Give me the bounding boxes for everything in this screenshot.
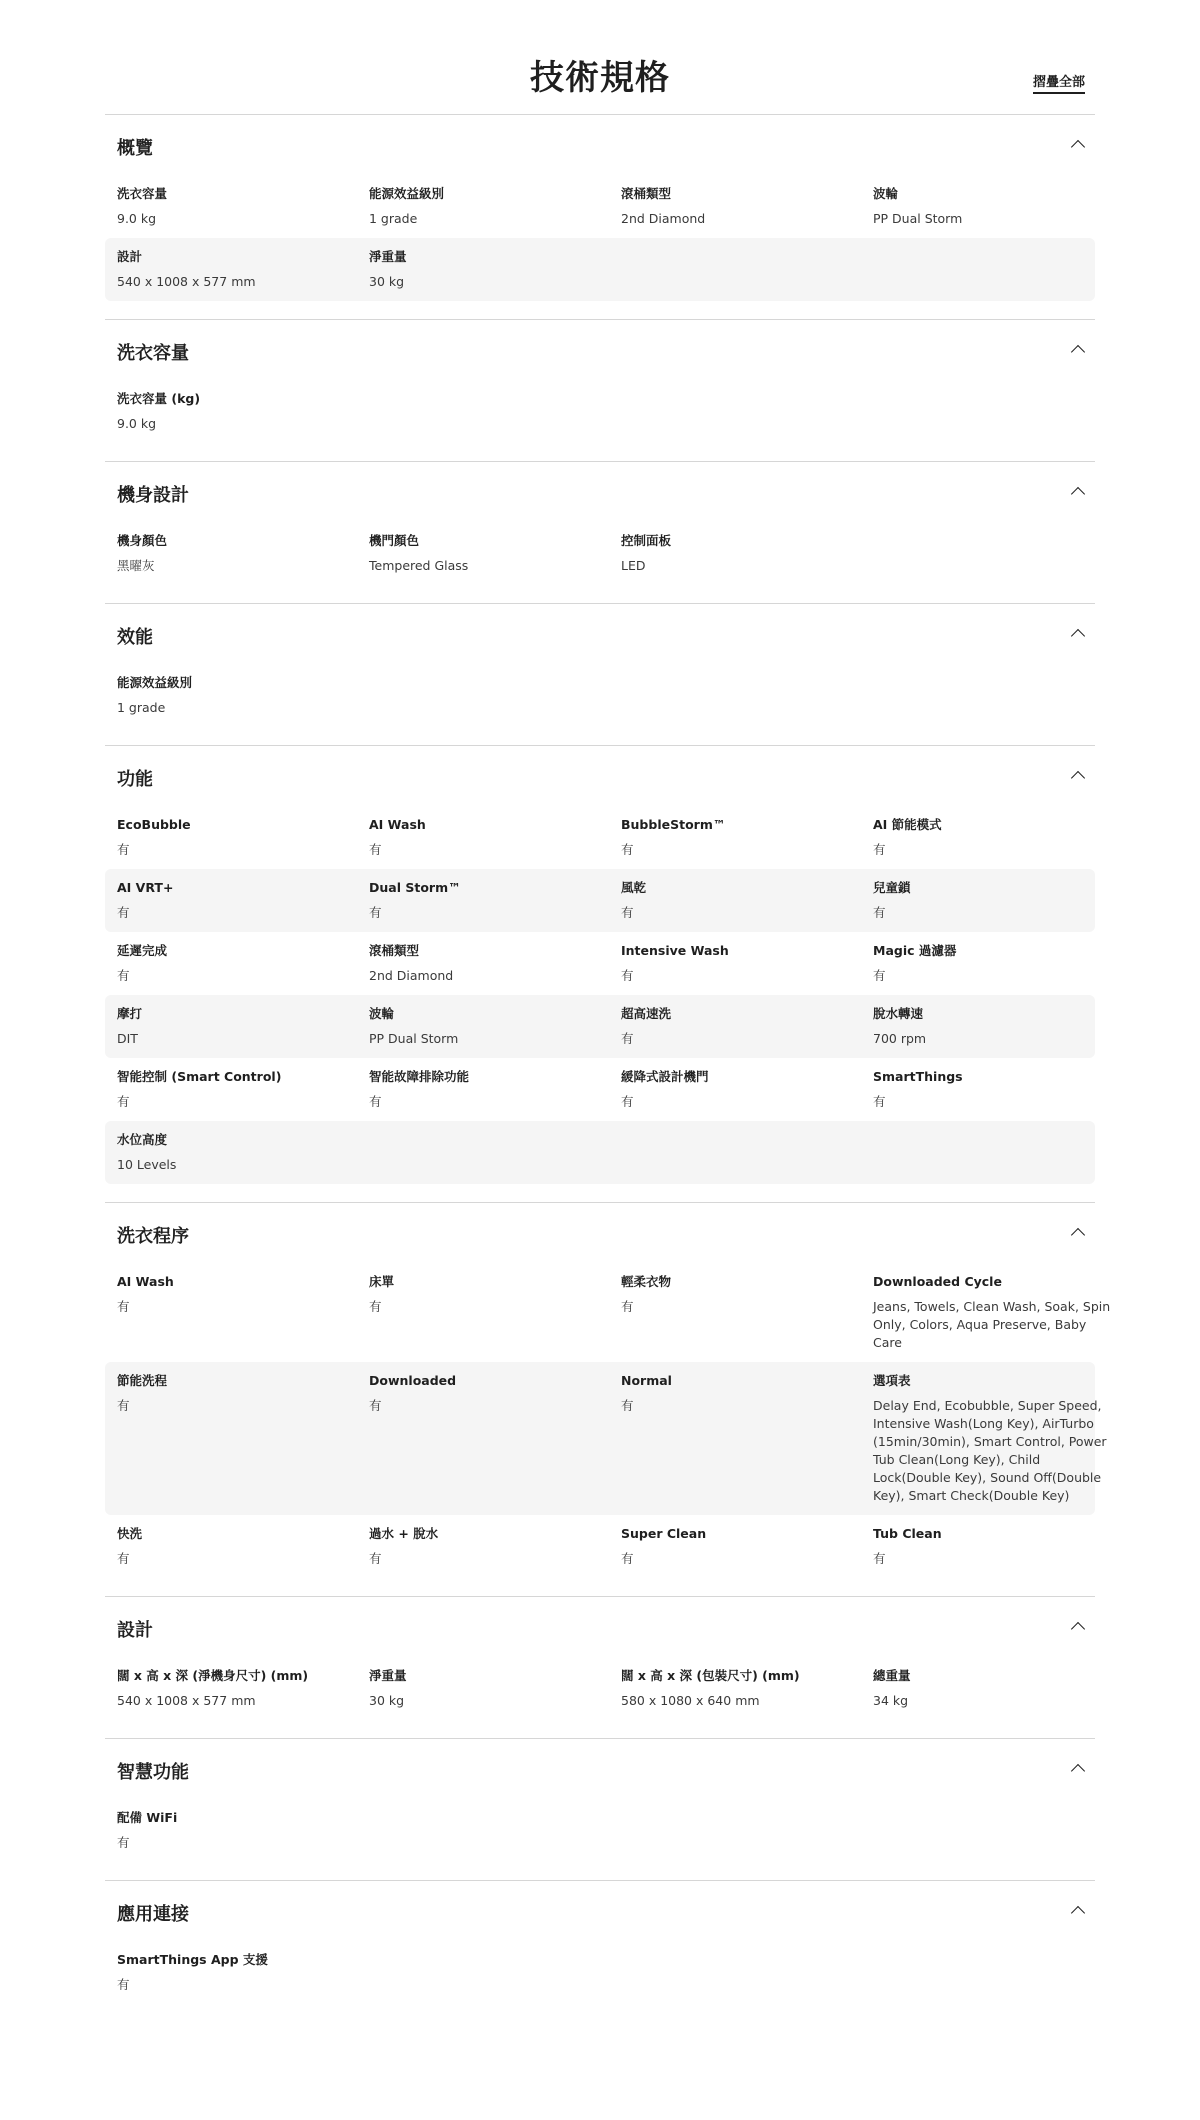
spec-label: 脫水轉速 <box>873 1006 924 1021</box>
spec-item <box>369 1667 621 1710</box>
spec-value: 有 <box>117 1551 130 1566</box>
spec-section <box>105 745 1095 1202</box>
spec-value: 有 <box>117 1299 130 1314</box>
spec-label: 洗衣容量 <box>117 186 168 201</box>
spec-item <box>873 1068 1125 1111</box>
spec-row <box>105 1362 1107 1515</box>
spec-value: 540 x 1008 x 577 mm <box>117 1693 256 1708</box>
spec-label: 闊 x 高 x 深 (包裝尺寸) (mm) <box>621 1668 800 1683</box>
spec-item <box>117 1372 369 1505</box>
chevron-up-icon[interactable] <box>1071 629 1085 643</box>
spec-value: 有 <box>117 1835 130 1850</box>
section-title: 應用連接 <box>117 1904 189 1925</box>
spec-item <box>621 1372 873 1505</box>
spec-value: 有 <box>873 1551 886 1566</box>
spec-row <box>105 175 1095 238</box>
spec-value: 有 <box>117 1977 130 1992</box>
spec-label: 智能控制 (Smart Control) <box>117 1069 282 1084</box>
spec-value: 有 <box>117 1094 130 1109</box>
section-header-toggle[interactable] <box>105 1881 1095 1941</box>
spec-value: 700 rpm <box>873 1031 927 1046</box>
spec-value: 有 <box>369 842 382 857</box>
spec-label: Downloaded Cycle <box>873 1274 1002 1289</box>
spec-item <box>873 816 1125 859</box>
spec-rows <box>105 175 1095 319</box>
spec-label: 設計 <box>117 249 143 264</box>
spec-label: Downloaded <box>369 1373 457 1388</box>
spec-value: 有 <box>369 1094 382 1109</box>
spec-value: 有 <box>117 842 130 857</box>
spec-value: 30 kg <box>369 274 405 289</box>
spec-item <box>621 1667 873 1710</box>
spec-row <box>105 380 1095 443</box>
spec-label: 洗衣容量 (kg) <box>117 391 201 406</box>
spec-value: 有 <box>621 968 634 983</box>
spec-item <box>369 1005 621 1048</box>
spec-section <box>105 1202 1111 1596</box>
spec-item <box>117 1525 369 1568</box>
spec-label: AI Wash <box>369 817 426 832</box>
spec-item <box>369 816 621 859</box>
spec-rows <box>105 1657 1095 1738</box>
spec-value: 2nd Diamond <box>369 968 454 983</box>
spec-rows <box>105 522 1095 603</box>
spec-item <box>369 1372 621 1505</box>
spec-value: LED <box>621 558 646 573</box>
spec-item <box>117 1131 369 1174</box>
spec-label: 配備 WiFi <box>117 1810 178 1825</box>
spec-item <box>369 1068 621 1111</box>
spec-section <box>105 1880 1095 2022</box>
spec-item <box>621 1525 873 1568</box>
spec-value: 黑曜灰 <box>117 558 155 573</box>
spec-label: 選項表 <box>873 1373 911 1388</box>
spec-row <box>105 1799 1095 1862</box>
spec-row <box>105 1657 1095 1720</box>
spec-item <box>621 1005 873 1048</box>
spec-value: 有 <box>369 1551 382 1566</box>
spec-row <box>105 995 1095 1058</box>
spec-item <box>873 879 1125 922</box>
spec-value: 有 <box>873 905 886 920</box>
spec-label: 輕柔衣物 <box>621 1274 672 1289</box>
spec-label: 兒童鎖 <box>873 880 911 895</box>
spec-label: Intensive Wash <box>621 943 729 958</box>
spec-value: Tempered Glass <box>369 558 469 573</box>
spec-label: SmartThings <box>873 1069 963 1084</box>
spec-label: 總重量 <box>873 1668 911 1683</box>
spec-item <box>117 879 369 922</box>
section-header-toggle[interactable] <box>105 1597 1095 1657</box>
spec-item <box>369 248 621 291</box>
spec-label: Dual Storm™ <box>369 880 461 895</box>
spec-label: 能源效益級別 <box>369 186 445 201</box>
spec-label: 滾桶類型 <box>621 186 672 201</box>
spec-label: 過水 + 脫水 <box>369 1526 439 1541</box>
spec-value: 2nd Diamond <box>621 211 706 226</box>
spec-item <box>117 1951 369 1994</box>
spec-item <box>117 248 369 291</box>
page-title: 技術規格 <box>530 58 670 98</box>
spec-item <box>621 532 873 575</box>
section-header-toggle[interactable] <box>105 1203 1095 1263</box>
spec-row <box>105 1121 1095 1184</box>
spec-item <box>369 1273 621 1352</box>
section-header-toggle[interactable] <box>105 320 1095 380</box>
spec-label: AI 節能模式 <box>873 817 942 832</box>
section-header-toggle[interactable] <box>105 462 1095 522</box>
spec-section <box>105 461 1095 603</box>
spec-value: 540 x 1008 x 577 mm <box>117 274 256 289</box>
section-title: 機身設計 <box>117 485 189 506</box>
spec-row <box>105 1058 1095 1121</box>
spec-item <box>873 942 1125 985</box>
spec-value: 有 <box>117 905 130 920</box>
spec-row <box>105 522 1095 585</box>
spec-label: 風乾 <box>621 880 647 895</box>
spec-label: Normal <box>621 1373 672 1388</box>
spec-item <box>117 942 369 985</box>
spec-rows <box>105 1263 1111 1596</box>
spec-label: 機門顏色 <box>369 533 420 548</box>
spec-value: 有 <box>369 905 382 920</box>
spec-value: 1 grade <box>369 211 418 226</box>
spec-section <box>105 1596 1095 1738</box>
spec-value: 有 <box>873 1094 886 1109</box>
section-title: 洗衣容量 <box>117 343 189 364</box>
spec-row <box>105 869 1095 932</box>
spec-item <box>369 532 621 575</box>
spec-item <box>117 816 369 859</box>
spec-label: 智能故障排除功能 <box>369 1069 470 1084</box>
spec-item <box>117 1809 369 1852</box>
spec-label: 闊 x 高 x 深 (淨機身尺寸) (mm) <box>117 1668 309 1683</box>
spec-item <box>117 1005 369 1048</box>
spec-item <box>621 942 873 985</box>
spec-section <box>105 319 1095 461</box>
spec-label: BubbleStorm™ <box>621 817 726 832</box>
spec-item <box>117 390 369 433</box>
spec-label: Super Clean <box>621 1526 707 1541</box>
spec-row <box>105 1941 1095 2004</box>
spec-label: AI Wash <box>117 1274 174 1289</box>
spec-label: 波輪 <box>369 1006 395 1021</box>
spec-label: 水位高度 <box>117 1132 168 1147</box>
chevron-up-icon[interactable] <box>1071 1906 1085 1920</box>
chevron-up-icon[interactable] <box>1071 1764 1085 1778</box>
spec-row <box>105 932 1095 995</box>
spec-section <box>105 603 1095 745</box>
spec-label: EcoBubble <box>117 817 191 832</box>
spec-value: 有 <box>369 1299 382 1314</box>
section-header-toggle[interactable] <box>105 746 1095 806</box>
spec-value: 有 <box>369 1398 382 1413</box>
spec-row <box>105 1515 1095 1578</box>
spec-value: 34 kg <box>873 1693 909 1708</box>
spec-item <box>369 1525 621 1568</box>
spec-item <box>621 1273 873 1352</box>
spec-value: 有 <box>621 1551 634 1566</box>
section-title: 功能 <box>117 769 153 790</box>
spec-item <box>369 942 621 985</box>
spec-value: 有 <box>621 842 634 857</box>
spec-item <box>621 816 873 859</box>
spec-item <box>117 532 369 575</box>
spec-value: 有 <box>621 1398 634 1413</box>
spec-sections <box>105 114 1111 2022</box>
section-title: 洗衣程序 <box>117 1226 189 1247</box>
spec-label: 床單 <box>369 1274 395 1289</box>
spec-item <box>117 1667 369 1710</box>
spec-label: Magic 過濾器 <box>873 943 957 958</box>
collapse-all-link[interactable]: 摺疊全部 <box>1033 71 1085 94</box>
spec-label: 淨重量 <box>369 249 407 264</box>
spec-value: 9.0 kg <box>117 211 157 226</box>
spec-label: 波輪 <box>873 186 899 201</box>
chevron-up-icon[interactable] <box>1071 771 1085 785</box>
spec-item <box>873 1372 1125 1505</box>
spec-item <box>873 1005 1125 1048</box>
chevron-up-icon[interactable] <box>1071 140 1085 154</box>
spec-value: PP Dual Storm <box>369 1031 459 1046</box>
section-title: 智慧功能 <box>117 1762 189 1783</box>
section-title: 效能 <box>117 627 153 648</box>
spec-item <box>117 674 369 717</box>
section-header-toggle[interactable] <box>105 1739 1095 1799</box>
spec-value: Delay End, Ecobubble, Super Speed, Intensive Wash(Long Key), AirTurbo (15min/30min), Smart Control, Power Tub Clean(Long Key), Child Lock(Double Key), Sound Off(Double Key), Smart Check(Double Key) <box>873 1398 1107 1503</box>
spec-label: AI VRT+ <box>117 880 174 895</box>
spec-label: 摩打 <box>117 1006 143 1021</box>
chevron-up-icon[interactable] <box>1071 1228 1085 1242</box>
spec-label: 淨重量 <box>369 1668 407 1683</box>
spec-value: 有 <box>621 1299 634 1314</box>
spec-rows <box>105 806 1095 1202</box>
spec-rows <box>105 1799 1095 1880</box>
spec-section <box>105 1738 1095 1880</box>
spec-rows <box>105 664 1095 745</box>
spec-item <box>621 1068 873 1111</box>
spec-value: 10 Levels <box>117 1157 177 1172</box>
spec-item <box>369 185 621 228</box>
spec-label: SmartThings App 支援 <box>117 1952 268 1967</box>
spec-section <box>105 114 1095 319</box>
spec-label: 機身顏色 <box>117 533 168 548</box>
spec-label: 超高速洗 <box>621 1006 672 1021</box>
spec-value: 1 grade <box>117 700 166 715</box>
spec-row <box>105 238 1095 301</box>
spec-item <box>117 1068 369 1111</box>
spec-row <box>105 664 1095 727</box>
section-title: 概覽 <box>117 138 153 159</box>
spec-rows <box>105 1941 1095 2022</box>
spec-item <box>369 879 621 922</box>
spec-label: 緩降式設計機門 <box>621 1069 709 1084</box>
spec-label: 滾桶類型 <box>369 943 420 958</box>
section-header-toggle[interactable] <box>105 604 1095 664</box>
spec-label: Tub Clean <box>873 1526 942 1541</box>
spec-label: 控制面板 <box>621 533 672 548</box>
spec-row <box>105 806 1095 869</box>
section-header-toggle[interactable] <box>105 115 1095 175</box>
spec-value: Jeans, Towels, Clean Wash, Soak, Spin Only, Colors, Aqua Preserve, Baby Care <box>873 1299 1111 1350</box>
spec-item <box>621 185 873 228</box>
spec-value: 有 <box>873 968 886 983</box>
spec-value: 9.0 kg <box>117 416 157 431</box>
spec-value: 有 <box>873 842 886 857</box>
spec-item <box>873 185 1125 228</box>
spec-label: 快洗 <box>117 1526 143 1541</box>
spec-rows <box>105 380 1095 461</box>
chevron-up-icon[interactable] <box>1071 487 1085 501</box>
spec-item <box>873 1667 1125 1710</box>
spec-item <box>873 1273 1125 1352</box>
spec-item <box>117 185 369 228</box>
spec-value: 有 <box>117 968 130 983</box>
spec-value: 30 kg <box>369 1693 405 1708</box>
spec-value: DIT <box>117 1031 138 1046</box>
section-title: 設計 <box>117 1620 153 1641</box>
spec-item <box>117 1273 369 1352</box>
spec-label: 節能洗程 <box>117 1373 168 1388</box>
spec-value: PP Dual Storm <box>873 211 963 226</box>
chevron-up-icon[interactable] <box>1071 345 1085 359</box>
spec-value: 580 x 1080 x 640 mm <box>621 1693 760 1708</box>
spec-label: 延遲完成 <box>117 943 168 958</box>
spec-label: 能源效益級別 <box>117 675 193 690</box>
spec-item <box>621 879 873 922</box>
spec-row <box>105 1263 1111 1362</box>
chevron-up-icon[interactable] <box>1071 1622 1085 1636</box>
spec-value: 有 <box>117 1398 130 1413</box>
spec-value: 有 <box>621 1094 634 1109</box>
spec-value: 有 <box>621 905 634 920</box>
spec-item <box>873 1525 1125 1568</box>
spec-value: 有 <box>621 1031 634 1046</box>
